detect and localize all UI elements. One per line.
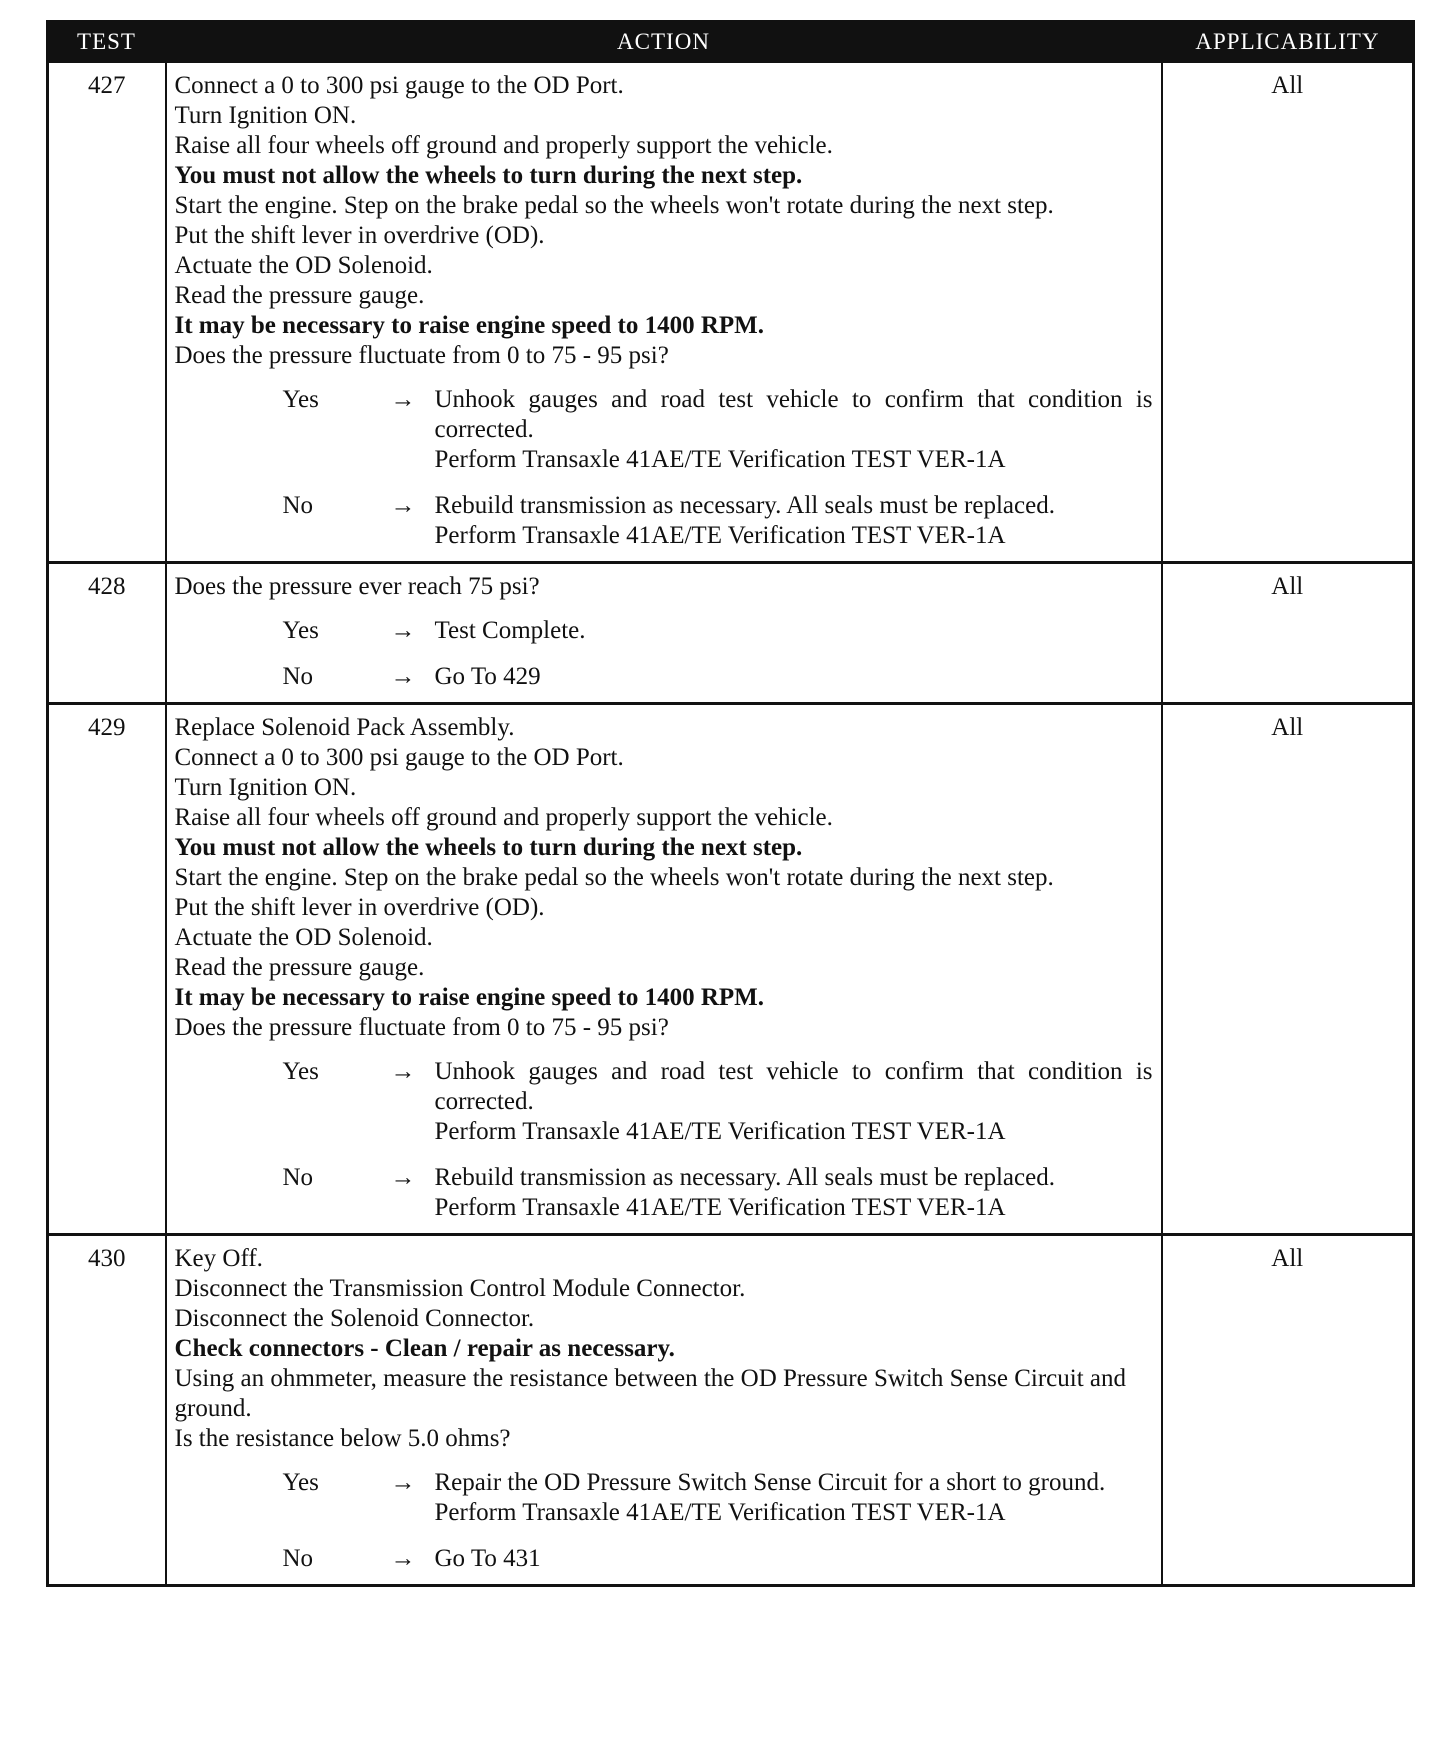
arrow-right-icon: → <box>390 663 416 690</box>
branch-yes <box>283 616 1153 646</box>
branch-answer: Yes <box>282 386 319 413</box>
branch-no <box>283 491 1153 551</box>
table-row <box>48 563 1414 704</box>
header-test: TEST <box>48 22 166 62</box>
decision-branches <box>175 1057 1153 1223</box>
branch-no <box>283 1544 1153 1574</box>
branch-answer: Yes <box>282 1058 319 1085</box>
result-line: Go To 429 <box>434 663 541 690</box>
branch-answer: No <box>282 1545 314 1572</box>
arrow-right-icon: → <box>390 1058 416 1085</box>
applicability-cell: All <box>1162 1235 1414 1586</box>
action-step: Read the pressure gauge. <box>174 954 425 981</box>
diagnostic-test-page <box>46 20 1412 1587</box>
branch-result <box>435 1544 1153 1574</box>
branch-answer: Yes <box>282 617 319 644</box>
arrow-right-icon: → <box>390 1545 416 1572</box>
branch-yes <box>283 1468 1153 1528</box>
action-warning: Check connectors - Clean / repair as necessary. <box>174 1335 675 1362</box>
action-step: Disconnect the Transmission Control Module Connector. <box>174 1275 746 1302</box>
decision-branches <box>175 1468 1153 1574</box>
action-step: Turn Ignition ON. <box>174 774 357 801</box>
result-line: Perform Transaxle 41AE/TE Verification TEST VER-1A <box>434 1499 1006 1526</box>
table-row <box>48 62 1414 563</box>
action-cell <box>166 704 1162 1235</box>
action-step: Is the resistance below 5.0 ohms? <box>174 1425 511 1452</box>
action-step: Does the pressure fluctuate from 0 to 75 - 95 psi? <box>174 1014 669 1041</box>
action-step: Read the pressure gauge. <box>174 282 425 309</box>
diagnostic-test-table <box>46 20 1415 1587</box>
action-step: Raise all four wheels off ground and properly support the vehicle. <box>174 804 833 831</box>
branch-answer: No <box>282 1164 314 1191</box>
action-step: Actuate the OD Solenoid. <box>174 924 433 951</box>
table-header-row <box>48 22 1414 62</box>
action-cell <box>166 1235 1162 1586</box>
action-warning: It may be necessary to raise engine speed to 1400 RPM. <box>174 984 764 1011</box>
branch-answer: No <box>282 492 314 519</box>
arrow-right-icon: → <box>390 1469 416 1496</box>
branch-result <box>435 491 1153 551</box>
table-body <box>48 62 1414 1586</box>
result-line: Unhook gauges and road test vehicle to confirm that condition is corrected. <box>434 1058 1153 1115</box>
action-step: Put the shift lever in overdrive (OD). <box>174 222 545 249</box>
action-warning: You must not allow the wheels to turn during the next step. <box>174 162 803 189</box>
test-number: 427 <box>48 62 166 563</box>
branch-answer: Yes <box>282 1469 319 1496</box>
arrow-right-icon: → <box>390 1164 416 1191</box>
action-step: Actuate the OD Solenoid. <box>174 252 433 279</box>
action-step: Connect a 0 to 300 psi gauge to the OD Port. <box>174 72 624 99</box>
action-step: Using an ohmmeter, measure the resistance between the OD Pressure Switch Sense Circuit and ground. <box>174 1365 1127 1422</box>
applicability-cell: All <box>1162 704 1414 1235</box>
result-line: Unhook gauges and road test vehicle to confirm that condition is corrected. <box>434 386 1153 443</box>
action-step: Start the engine. Step on the brake pedal so the wheels won't rotate during the next step. <box>174 864 1054 891</box>
action-warning: You must not allow the wheels to turn during the next step. <box>174 834 803 861</box>
applicability-cell: All <box>1162 62 1414 563</box>
action-warning: It may be necessary to raise engine speed to 1400 RPM. <box>174 312 764 339</box>
result-line: Perform Transaxle 41AE/TE Verification TEST VER-1A <box>434 522 1006 549</box>
action-step: Connect a 0 to 300 psi gauge to the OD Port. <box>174 744 624 771</box>
decision-branches <box>175 616 1153 692</box>
action-step: Raise all four wheels off ground and properly support the vehicle. <box>174 132 833 159</box>
action-step: Replace Solenoid Pack Assembly. <box>174 714 515 741</box>
result-line: Perform Transaxle 41AE/TE Verification TEST VER-1A <box>434 1194 1006 1221</box>
branch-result <box>435 385 1153 475</box>
branch-no <box>283 662 1153 692</box>
arrow-right-icon: → <box>390 492 416 519</box>
result-line: Test Complete. <box>434 617 586 644</box>
test-number: 430 <box>48 1235 166 1586</box>
action-step: Does the pressure ever reach 75 psi? <box>174 573 540 600</box>
applicability-cell: All <box>1162 563 1414 704</box>
branch-yes <box>283 1057 1153 1147</box>
branch-result <box>435 662 1153 692</box>
table-row <box>48 704 1414 1235</box>
branch-result <box>435 616 1153 646</box>
branch-result <box>435 1057 1153 1147</box>
action-cell <box>166 563 1162 704</box>
test-number: 429 <box>48 704 166 1235</box>
branch-no <box>283 1163 1153 1223</box>
branch-yes <box>283 385 1153 475</box>
action-step: Put the shift lever in overdrive (OD). <box>174 894 545 921</box>
header-action: ACTION <box>166 22 1162 62</box>
branch-answer: No <box>282 663 314 690</box>
action-step: Start the engine. Step on the brake pedal so the wheels won't rotate during the next step. <box>174 192 1054 219</box>
arrow-right-icon: → <box>390 617 416 644</box>
result-line: Go To 431 <box>434 1545 541 1572</box>
header-applicability: APPLICABILITY <box>1162 22 1414 62</box>
arrow-right-icon: → <box>390 386 416 413</box>
result-line: Rebuild transmission as necessary. All seals must be replaced. <box>434 1164 1055 1191</box>
result-line: Perform Transaxle 41AE/TE Verification TEST VER-1A <box>434 446 1006 473</box>
action-step: Turn Ignition ON. <box>174 102 357 129</box>
result-line: Repair the OD Pressure Switch Sense Circuit for a short to ground. <box>434 1469 1106 1496</box>
branch-result <box>435 1468 1153 1528</box>
test-number: 428 <box>48 563 166 704</box>
result-line: Perform Transaxle 41AE/TE Verification TEST VER-1A <box>434 1118 1006 1145</box>
action-step: Key Off. <box>174 1245 263 1272</box>
action-cell <box>166 62 1162 563</box>
branch-result <box>435 1163 1153 1223</box>
table-row <box>48 1235 1414 1586</box>
result-line: Rebuild transmission as necessary. All seals must be replaced. <box>434 492 1055 519</box>
action-step: Disconnect the Solenoid Connector. <box>174 1305 535 1332</box>
decision-branches <box>175 385 1153 551</box>
action-step: Does the pressure fluctuate from 0 to 75 - 95 psi? <box>174 342 669 369</box>
